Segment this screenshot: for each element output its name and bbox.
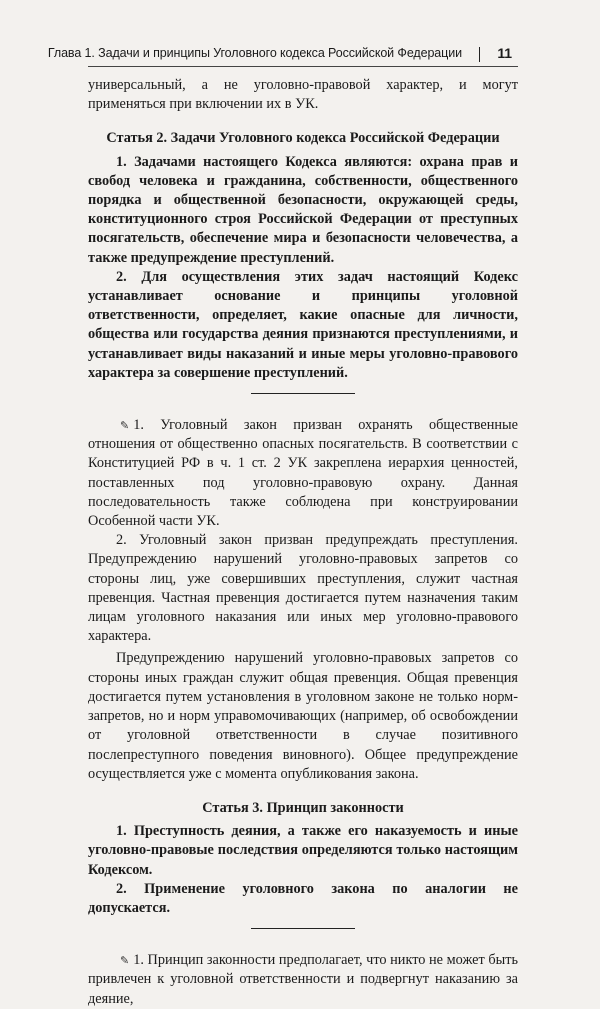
- commentary-2-paragraph-2: 2. Уголовный закон призван предупреждать преступления. Предупреждению нарушений уголовно-правовых запретов со стороны лиц, уже совершивших преступления, служит частная превенция. Частная превенция достигается путем назначения таким лицам уголовного наказания или иных мер уголовно-правового характера.: [88, 532, 518, 645]
- pen-mark-icon: ✎: [120, 419, 130, 433]
- page-number: 11: [497, 45, 512, 61]
- article-3-title: Статья 3. Принцип законности: [202, 799, 404, 816]
- running-header: [47, 45, 518, 68]
- pen-mark-icon: ✎: [120, 954, 130, 968]
- page-body: [88, 76, 518, 1009]
- article-3-part-1: 1. Преступность деяния, а также его наказуемость и иные уголовно-правовые последствия определяются только настоящим Кодексом.: [88, 823, 518, 878]
- commentary-2-paragraph-1-text: 1. Уголовный закон призван охранять общественные отношения от общественно опасных посягательств. В соответствии с Конституцией РФ в ч. 1 ст. 2 УК закреплена иерархия ценностей, поставленных под уголовно-правовую охрану. Данная последовательность также соблюдена при конструировании Особенной части УК.: [88, 417, 518, 530]
- running-title: Глава 1. Задачи и принципы Уголовного кодекса Российской Федерации: [47, 46, 462, 60]
- article-3-part-2: 2. Применение уголовного закона по аналогии не допускается.: [88, 880, 518, 916]
- article-2-part-1: 1. Задачами настоящего Кодекса являются: охрана прав и свобод человека и гражданина, собственности, общественного порядка и общественной безопасности, окружающей среды, конституционного строя Российской Федерации от преступных посягательств, обеспечение мира и безопасности человечества, а также предупреждение преступлений.: [88, 153, 518, 266]
- intro-paragraph: универсальный, а не уголовно-правовой характер, и могут применяться при включении их в УК.: [88, 77, 518, 113]
- article-2-part-2: 2. Для осуществления этих задач настоящий Кодекс устанавливает основание и принципы уголовной ответственности, определяет, какие опасные для личности, общества или государства деяния признаются преступлениями, и устанавливает виды наказаний и иные меры уголовно-правового характера за совершение преступлений.: [88, 268, 518, 381]
- header-rule: [88, 66, 518, 67]
- article-2-title: Статья 2. Задачи Уголовного кодекса Российской Федерации: [106, 130, 500, 147]
- article-2-divider: [251, 393, 355, 394]
- commentary-3-paragraph-1: [88, 951, 518, 1009]
- commentary-3-paragraph-1-text: 1. Принцип законности предполагает, что никто не может быть привлечен к уголовной ответственности и подвергнут наказанию за деяние,: [88, 952, 518, 1007]
- header-separator: [479, 47, 480, 62]
- article-3-divider: [251, 928, 355, 929]
- commentary-2-paragraph-1: [88, 416, 518, 531]
- commentary-2-paragraph-3: Предупреждению нарушений уголовно-правовых запретов со стороны иных граждан служит общая превенция. Общая превенция достигается путем установления в уголовном законе не только норм-запретов, но и норм управомочивающих (например, об освобождении от уголовной ответственности в случае позитивного послепреступного поведения виновного). Общее предупреждение осуществляется уже с момента опубликования закона.: [88, 650, 518, 782]
